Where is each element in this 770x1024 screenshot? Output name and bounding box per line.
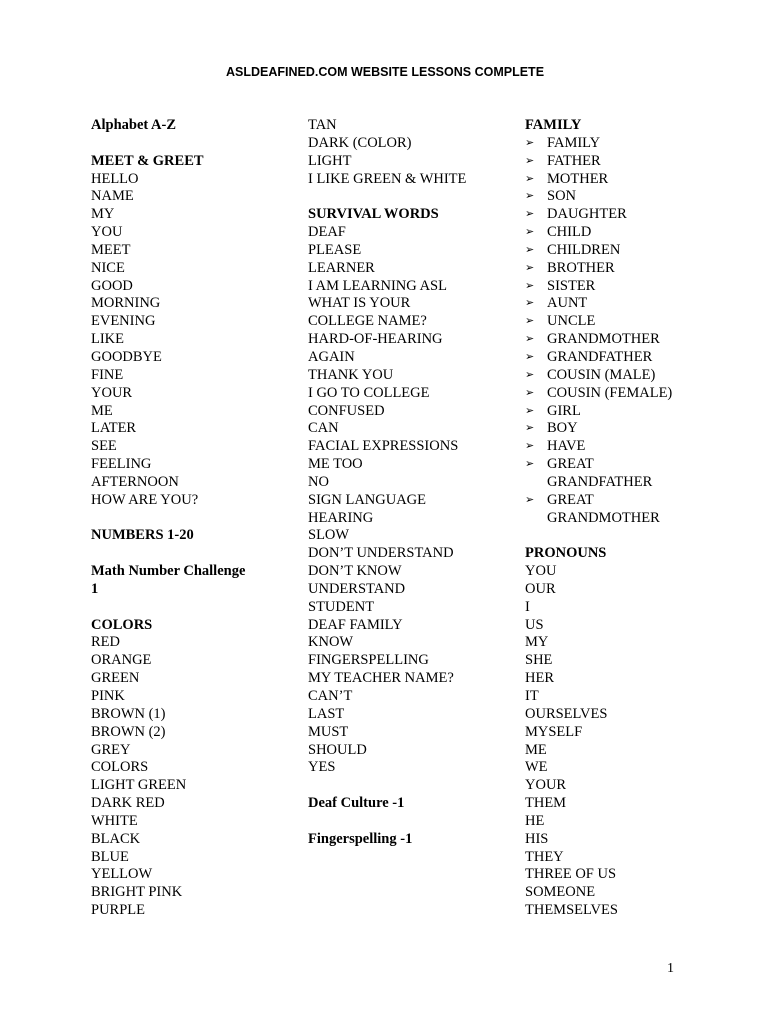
- list-item: LEARNER: [308, 259, 375, 276]
- list-item: ➢ DAUGHTER: [525, 206, 627, 223]
- list-item: OUR: [525, 580, 556, 597]
- list-item: PURPLE: [91, 902, 145, 919]
- list-item: MYSELF: [525, 723, 583, 740]
- column-1: [91, 117, 291, 920]
- list-item: LIKE: [91, 331, 125, 348]
- lesson-alphabet: Alphabet A-Z: [91, 117, 177, 133]
- list-item: ➢ BOY: [525, 420, 578, 437]
- page-number: 1: [667, 961, 674, 976]
- section-meet-greet: MEET & GREET: [91, 152, 204, 169]
- list-item: ➢ GIRL: [525, 402, 581, 419]
- section-pronouns: PRONOUNS: [525, 545, 607, 562]
- list-item: SOMEONE: [525, 884, 596, 901]
- list-item: ➢ SON: [525, 188, 577, 205]
- list-item: HIS: [525, 830, 549, 847]
- list-item: HARD-OF-HEARING: [308, 331, 443, 348]
- list-item: I: [525, 598, 530, 615]
- list-item: DARK RED: [91, 795, 165, 812]
- list-item: FINE: [91, 366, 124, 383]
- list-item: ➢ GRANDFATHER: [525, 348, 653, 365]
- list-item: THANK YOU: [308, 366, 394, 383]
- colors-continued-list: [308, 117, 508, 188]
- bullet-arrow-icon: ➢: [525, 350, 535, 363]
- list-item: YOU: [91, 224, 123, 241]
- list-item: BROWN (1): [91, 705, 166, 722]
- list-item: ➢ HAVE: [525, 438, 586, 455]
- bullet-arrow-icon: ➢: [525, 279, 535, 292]
- list-item: COLLEGE NAME?: [308, 313, 427, 330]
- list-item: SHOULD: [308, 741, 367, 758]
- list-item: AGAIN: [308, 348, 355, 365]
- lesson-fingerspelling: Fingerspelling -1: [308, 830, 413, 847]
- list-item: GOOD: [91, 277, 133, 294]
- list-item: BRIGHT PINK: [91, 884, 183, 901]
- list-item: GOODBYE: [91, 348, 162, 365]
- list-item: ➢ UNCLE: [525, 313, 596, 330]
- list-item: DON’T UNDERSTAND: [308, 545, 454, 562]
- list-item-continuation: GRANDMOTHER: [547, 509, 660, 526]
- list-item: AFTERNOON: [91, 473, 179, 490]
- list-item: NAME: [91, 188, 134, 205]
- column-3: [525, 117, 725, 920]
- bullet-arrow-icon: ➢: [525, 315, 535, 328]
- list-item: I GO TO COLLEGE: [308, 384, 430, 401]
- list-item: MORNING: [91, 295, 161, 312]
- list-item: YES: [308, 759, 336, 776]
- list-item: GREEN: [91, 670, 140, 687]
- list-item: STUDENT: [308, 598, 375, 615]
- list-item: I AM LEARNING ASL: [308, 277, 447, 294]
- section-family: FAMILY: [525, 117, 582, 133]
- list-item: SLOW: [308, 527, 350, 544]
- list-item: ORANGE: [91, 652, 152, 669]
- family-list: [525, 135, 725, 528]
- list-item: TAN: [308, 117, 337, 133]
- list-item: CAN’T: [308, 688, 353, 704]
- list-item: ➢ GREAT: [525, 491, 594, 508]
- list-item: ➢ GRANDMOTHER: [525, 331, 660, 348]
- list-item: I LIKE GREEN & WHITE: [308, 170, 467, 187]
- list-item: ➢ COUSIN (FEMALE): [525, 384, 673, 401]
- list-item: IT: [525, 688, 539, 704]
- list-item: THEY: [525, 848, 564, 865]
- list-item: PLEASE: [308, 241, 362, 258]
- list-item: FEELING: [91, 456, 152, 473]
- list-item: PINK: [91, 688, 125, 704]
- bullet-arrow-icon: ➢: [525, 458, 535, 471]
- list-item: BLACK: [91, 830, 141, 847]
- list-item: DON’T KNOW: [308, 563, 402, 580]
- pronouns-list: [525, 563, 725, 920]
- list-item: RED: [91, 634, 120, 651]
- list-item: DARK (COLOR): [308, 134, 412, 151]
- list-item: GREY: [91, 741, 131, 758]
- bullet-arrow-icon: ➢: [525, 172, 535, 185]
- list-item: WHAT IS YOUR: [308, 295, 411, 312]
- lesson-deaf-culture: Deaf Culture -1: [308, 795, 405, 812]
- list-item: THEMSELVES: [525, 902, 618, 919]
- list-item: ➢ COUSIN (MALE): [525, 366, 656, 383]
- bullet-arrow-icon: ➢: [525, 208, 535, 221]
- list-item: ➢ CHILD: [525, 224, 592, 241]
- list-item: DEAF FAMILY: [308, 616, 403, 633]
- list-item: YOUR: [91, 384, 133, 401]
- bullet-arrow-icon: ➢: [525, 333, 535, 346]
- list-item: ➢ AUNT: [525, 295, 588, 312]
- list-item: ➢ FAMILY: [525, 134, 601, 151]
- list-item: SIGN LANGUAGE: [308, 491, 427, 508]
- list-item: FINGERSPELLING: [308, 652, 429, 669]
- list-item: SEE: [91, 438, 117, 455]
- list-item: NICE: [91, 259, 125, 276]
- list-item: ➢ FATHER: [525, 152, 601, 169]
- list-item: HOW ARE YOU?: [91, 491, 199, 508]
- list-item: HE: [525, 812, 545, 829]
- list-item: HELLO: [91, 170, 139, 187]
- list-item: MEET: [91, 241, 131, 258]
- list-item: ➢ MOTHER: [525, 170, 609, 187]
- list-item: THREE OF US: [525, 866, 617, 883]
- bullet-arrow-icon: ➢: [525, 261, 535, 274]
- list-item: SHE: [525, 652, 553, 669]
- list-item: BROWN (2): [91, 723, 166, 740]
- list-item: CAN: [308, 420, 339, 437]
- list-item: LAST: [308, 705, 345, 722]
- list-item: LIGHT: [308, 152, 352, 169]
- column-2: [308, 117, 508, 849]
- list-item: YELLOW: [91, 866, 153, 883]
- list-item: WE: [525, 759, 548, 776]
- bullet-arrow-icon: ➢: [525, 226, 535, 239]
- colors-list: [91, 634, 291, 920]
- list-item: ➢ GREAT: [525, 456, 594, 473]
- list-item: MY: [525, 634, 549, 651]
- list-item: US: [525, 616, 544, 633]
- list-item: ➢ BROTHER: [525, 259, 615, 276]
- bullet-arrow-icon: ➢: [525, 136, 535, 149]
- list-item: ME: [91, 402, 113, 419]
- list-item: UNDERSTAND: [308, 580, 406, 597]
- list-item: EVENING: [91, 313, 156, 330]
- bullet-arrow-icon: ➢: [525, 297, 535, 310]
- page-title: ASLDEAFINED.COM WEBSITE LESSONS COMPLETE: [225, 65, 545, 79]
- list-item: ME: [525, 741, 547, 758]
- lesson-math-challenge-number: 1: [91, 580, 99, 597]
- bullet-arrow-icon: ➢: [525, 493, 535, 506]
- list-item: BLUE: [91, 848, 129, 865]
- lesson-numbers: NUMBERS 1-20: [91, 527, 194, 544]
- bullet-arrow-icon: ➢: [525, 190, 535, 203]
- list-item: LATER: [91, 420, 137, 437]
- list-item: NO: [308, 473, 329, 490]
- list-item: DEAF: [308, 224, 346, 241]
- list-item: THEM: [525, 795, 567, 812]
- list-item: FACIAL EXPRESSIONS: [308, 438, 459, 455]
- bullet-arrow-icon: ➢: [525, 422, 535, 435]
- list-item: HEARING: [308, 509, 374, 526]
- list-item: YOUR: [525, 777, 567, 794]
- list-item: LIGHT GREEN: [91, 777, 187, 794]
- survival-list: [308, 224, 508, 777]
- section-colors: COLORS: [91, 616, 153, 633]
- list-item: OURSELVES: [525, 705, 608, 722]
- bullet-arrow-icon: ➢: [525, 404, 535, 417]
- bullet-arrow-icon: ➢: [525, 440, 535, 453]
- bullet-arrow-icon: ➢: [525, 368, 535, 381]
- list-item: COLORS: [91, 759, 149, 776]
- list-item: HER: [525, 670, 554, 687]
- list-item: CONFUSED: [308, 402, 385, 419]
- list-item: ➢ CHILDREN: [525, 241, 621, 258]
- section-survival-words: SURVIVAL WORDS: [308, 206, 439, 223]
- list-item: YOU: [525, 563, 557, 580]
- list-item: ME TOO: [308, 456, 363, 473]
- meet-greet-list: [91, 171, 291, 510]
- bullet-arrow-icon: ➢: [525, 243, 535, 256]
- list-item: ➢ SISTER: [525, 277, 596, 294]
- list-item: MY: [91, 206, 115, 223]
- list-item: MUST: [308, 723, 349, 740]
- list-item: KNOW: [308, 634, 354, 651]
- list-item: WHITE: [91, 812, 138, 829]
- list-item: MY TEACHER NAME?: [308, 670, 454, 687]
- list-item-continuation: GRANDFATHER: [547, 473, 653, 490]
- lesson-math-challenge: Math Number Challenge: [91, 563, 246, 580]
- bullet-arrow-icon: ➢: [525, 154, 535, 167]
- bullet-arrow-icon: ➢: [525, 386, 535, 399]
